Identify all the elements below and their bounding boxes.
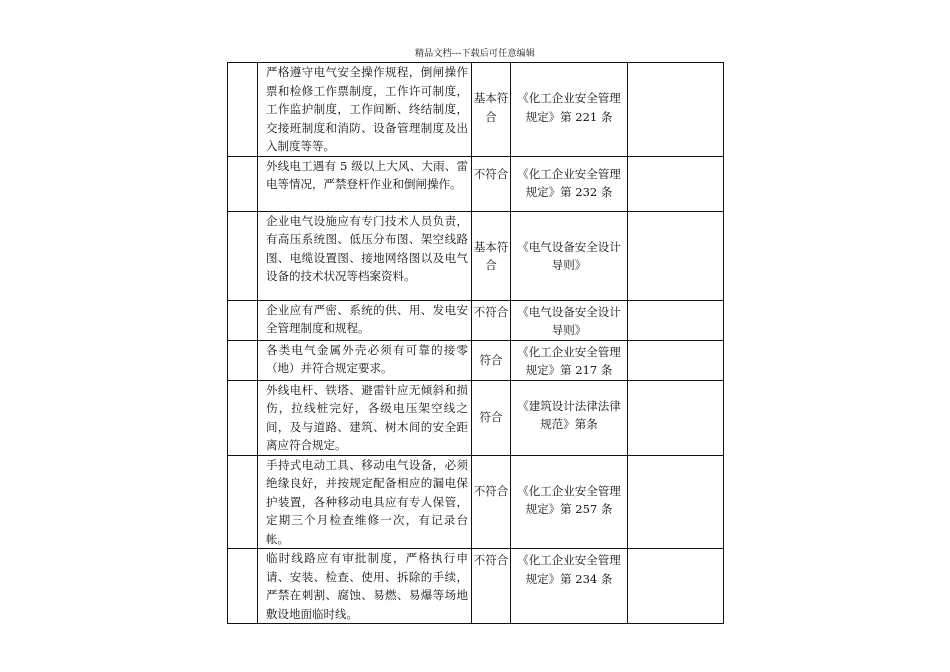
remarks-cell (628, 63, 724, 157)
basis-text: 《电气设备安全设计导则》 (517, 304, 621, 337)
table-row (228, 156, 724, 211)
result-text: 不符合 (473, 166, 509, 181)
requirement-cell: 临时线路应有审批制度，严格执行申请、安装、检查、使用、拆除的手续，严禁在刺割、腐蚀、易燃、易爆等场地敷设地面临时线。 (258, 549, 472, 624)
result-text: 不符合 (473, 483, 509, 498)
table-row (228, 380, 724, 455)
basis-cell (511, 211, 628, 300)
category-cell (228, 549, 258, 624)
table-row (228, 63, 724, 157)
result-text: 不符合 (473, 304, 509, 319)
inspection-checklist-table (227, 62, 724, 624)
table-row (228, 549, 724, 624)
result-text: 基本符合 (473, 239, 509, 272)
basis-text: 《电气设备安全设计导则》 (517, 239, 621, 272)
category-cell (228, 455, 258, 549)
basis-cell (511, 156, 628, 211)
remarks-cell (628, 211, 724, 300)
basis-cell (511, 340, 628, 380)
requirement-cell: 手持式电动工具、移动电气设备，必须绝缘良好，并按规定配备相应的漏电保护装置，各种移动电具应有专人保管，定期三个月检查维修一次，有记录台帐。 (258, 455, 472, 549)
remarks-cell (628, 340, 724, 380)
remarks-cell (628, 549, 724, 624)
result-cell (472, 300, 511, 340)
requirement-cell: 企业应有严密、系统的供、用、发电安全管理制度和规程。 (258, 300, 472, 340)
table-row (228, 211, 724, 300)
table-row (228, 300, 724, 340)
basis-cell (511, 380, 628, 455)
category-cell (228, 211, 258, 300)
requirement-cell: 各类电气金属外壳必须有可靠的接零（地）并符合规定要求。 (258, 340, 472, 380)
requirement-cell: 企业电气设施应有专门技术人员负责，有高压系统图、低压分布图、架空线路图、电缆设置图、接地网络图以及电气设备的技术状况等档案资料。 (258, 211, 472, 300)
basis-cell (511, 549, 628, 624)
requirement-cell: 外线电工遇有 5 级以上大风、大雨、雷电等情况，严禁登杆作业和倒闸操作。 (258, 156, 472, 211)
basis-text: 《化工企业安全管理规定》第 234 条 (517, 553, 621, 586)
requirement-cell: 严格遵守电气安全操作规程，倒闸操作票和检修工作票制度，工作许可制度，工作监护制度，工作间断、终结制度，交接班制度和消防、设备管理制度及出入制度等等。 (258, 63, 472, 157)
page-header: 精品文档---下载后可任意编辑 (414, 49, 536, 59)
result-cell (472, 211, 511, 300)
remarks-cell (628, 156, 724, 211)
basis-cell (511, 63, 628, 157)
category-cell (228, 63, 258, 157)
result-text: 符合 (479, 410, 503, 425)
remarks-cell (628, 455, 724, 549)
category-cell (228, 340, 258, 380)
requirement-cell: 外线电杆、铁塔、避雷针应无倾斜和损伤，拉线桩完好，各级电压架空线之间，及与道路、建筑、树木间的安全距离应符合规定。 (258, 380, 472, 455)
result-cell (472, 455, 511, 549)
result-cell (472, 380, 511, 455)
result-cell (472, 63, 511, 157)
category-cell (228, 300, 258, 340)
result-cell (472, 340, 511, 380)
remarks-cell (628, 300, 724, 340)
basis-text: 《建筑设计法律法律规范》第条 (517, 398, 621, 431)
basis-text: 《化工企业安全管理规定》第 221 条 (517, 91, 621, 124)
result-text: 符合 (479, 352, 503, 367)
table-row (228, 340, 724, 380)
basis-text: 《化工企业安全管理规定》第 217 条 (517, 344, 621, 377)
result-text: 不符合 (473, 553, 509, 567)
basis-text: 《化工企业安全管理规定》第 257 条 (517, 483, 621, 516)
table-row (228, 455, 724, 549)
basis-cell (511, 455, 628, 549)
remarks-cell (628, 380, 724, 455)
category-cell (228, 156, 258, 211)
result-cell (472, 156, 511, 211)
basis-text: 《化工企业安全管理规定》第 232 条 (517, 166, 621, 199)
result-text: 基本符合 (473, 91, 509, 124)
basis-cell (511, 300, 628, 340)
category-cell (228, 380, 258, 455)
result-cell (472, 549, 511, 624)
